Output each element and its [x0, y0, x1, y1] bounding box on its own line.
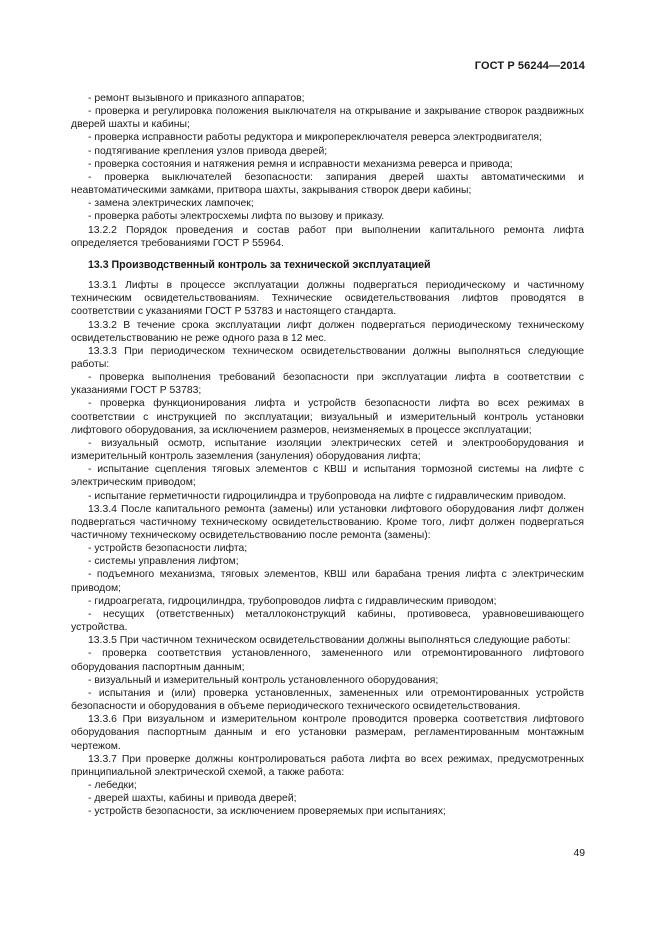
list-item: - визуальный и измерительный контроль установленного оборудования;	[88, 674, 439, 686]
standard-header: ГОСТ Р 56244—2014	[474, 60, 585, 72]
list-item: - проверка функционирования лифта и устройств безопасности лифта во всех режимах в соответствии с инструкцией по эксплуатации; визуальный и измерительный контроль установки лифтового оборудования, за исключением размеров, неизменяемых в процессе эксплуатации;	[71, 398, 584, 436]
paragraph: 13.3.2 В течение срока эксплуатации лифт должен подвергаться периодическому техническому освидетельствованию не реже одного раза в 12 мес.	[71, 319, 584, 344]
list-item: - подтягивание крепления узлов привода дверей;	[88, 145, 328, 157]
paragraph: 13.3.7 При проверке должны контролироваться работа лифта во всех режимах, предусмотренных принципиальной электрической схемой, а также работа:	[71, 753, 584, 778]
paragraph: 13.3.5 При частичном техническом освидетельствовании должны выполняться следующие работы:	[88, 635, 571, 647]
list-item: - проверка соответствия установленного, замененного или отремонтированного лифтового оборудования паспортным данным;	[71, 648, 584, 673]
list-item: - проверка исправности работы редуктора и микропереключателя реверса электродвигателя;	[88, 132, 542, 144]
list-item: - испытания и (или) проверка установленных, замененных или отремонтированных устройств безопасности и оборудования в объеме периодического технического освидетельствования.	[71, 687, 584, 713]
document-body	[71, 92, 584, 818]
paragraph: 13.3.6 При визуальном и измерительном контроле проводится проверка соответствия лифтового оборудования паспортным данным и его установки размерам, регламентированным монтажным чертежом.	[71, 714, 584, 752]
list-item: - устройств безопасности, за исключением проверяемых при испытаниях;	[88, 806, 446, 818]
list-item: - проверка и регулировка положения выключателя на открывание и закрывание створок раздвижных дверей шахты и кабины;	[71, 106, 584, 131]
list-item: - гидроагрегата, гидроцилиндра, трубопроводов лифта с гидравлическим приводом;	[88, 595, 497, 607]
list-item: - проверка работы электросхемы лифта по вызову и приказу.	[88, 211, 385, 223]
list-item: - испытание герметичности гидроцилиндра и трубопровода на лифте с гидравлическим приводом.	[88, 490, 567, 502]
list-item: - визуальный осмотр, испытание изоляции электрических сетей и электрооборудования и измерительный контроль заземления (зануления) оборудования лифта;	[71, 437, 584, 463]
list-item: - проверка состояния и натяжения ремня и исправности механизма реверса и привода;	[88, 158, 513, 170]
list-item: - ремонт вызывного и приказного аппаратов;	[88, 93, 305, 104]
list-item: - несущих (ответственных) металлоконструкций кабины, противовеса, уравновешивающего устройства.	[71, 608, 584, 634]
page-number: 49	[573, 848, 585, 859]
list-item: - проверка выключателей безопасности: запирания дверей шахты автоматическими и неавтоматическими замками, притвора шахты, закрывания створок двери кабины;	[71, 171, 584, 197]
section-heading: 13.3 Производственный контроль за технической эксплуатацией	[88, 258, 431, 271]
paragraph: 13.3.4 После капитального ремонта (замены) или установки лифтового оборудования лифт должен подвергаться частичному техническому освидетельствованию. Кроме того, лифт должен подвергаться частичному техническому освидетельствованию после ремонта (замены):	[71, 503, 584, 541]
paragraph: 13.3.3 При периодическом техническом освидетельствовании должны выполняться следующие работы:	[71, 345, 584, 370]
list-item: - системы управления лифтом;	[88, 556, 239, 568]
list-item: - испытание сцепления тяговых элементов с КВШ и испытания тормозной системы на лифте с электрическим приводом;	[71, 464, 584, 489]
paragraph: 13.2.2 Порядок проведения и состав работ при выполнении капитального ремонта лифта определяется требованиями ГОСТ Р 55964.	[71, 224, 584, 249]
list-item: - проверка выполнения требований безопасности при эксплуатации лифта в соответствии с указаниями ГОСТ Р 53783;	[71, 372, 584, 397]
paragraph: 13.3.1 Лифты в процессе эксплуатации должны подвергаться периодическому и частичному техническим освидетельствованиям. Технические освидетельствования лифтов проводятся в соответствии с указаниями ГОСТ Р 53783 и настоящего стандарта.	[71, 280, 584, 318]
list-item: - замена электрических лампочек;	[88, 198, 254, 210]
list-item: - устройств безопасности лифта;	[88, 543, 248, 555]
list-item: - лебедки;	[88, 779, 137, 791]
list-item: - подъемного механизма, тяговых элементов, КВШ или барабана трения лифта с электрическим приводом;	[71, 569, 584, 594]
list-item: - дверей шахты, кабины и привода дверей;	[88, 793, 297, 805]
